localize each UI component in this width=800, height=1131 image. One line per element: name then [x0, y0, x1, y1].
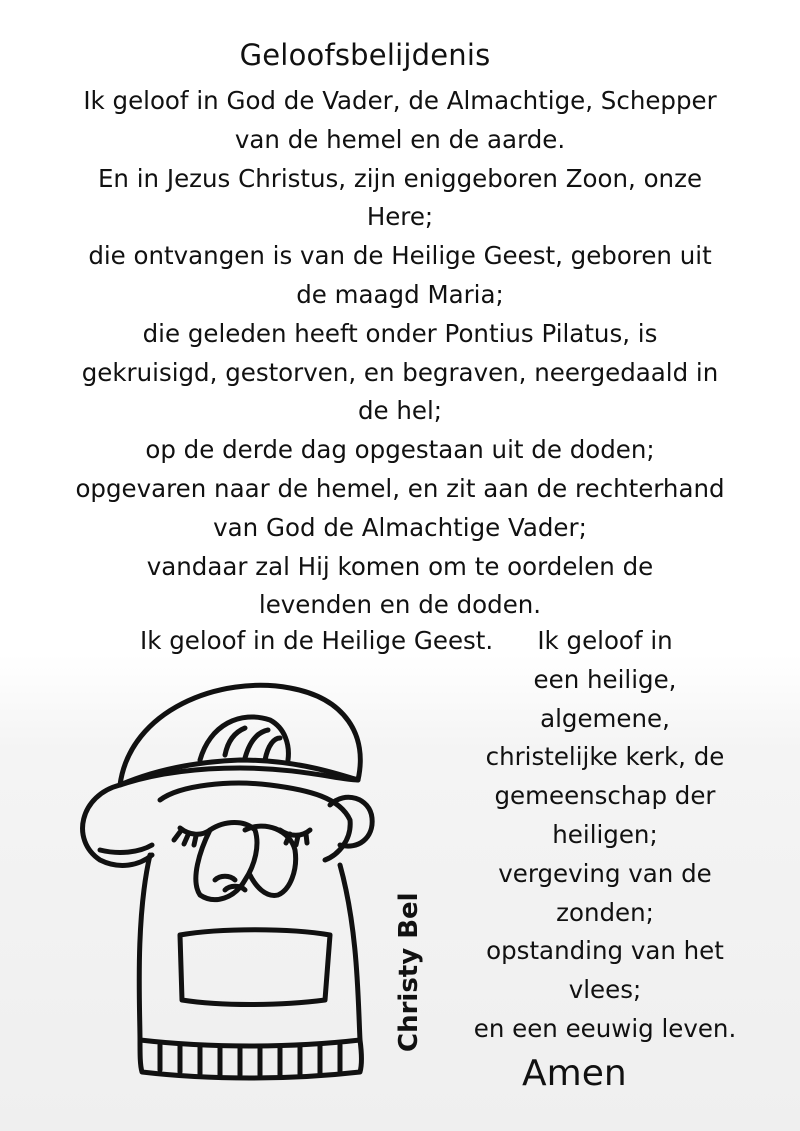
creed-line: Ik geloof in	[537, 626, 673, 655]
creed-line: christelijke kerk, de	[485, 742, 725, 772]
creed-line: vlees;	[568, 975, 642, 1005]
creed-line: Ik geloof in God de Vader, de Almachtige, Schepper	[83, 86, 717, 115]
creed-line: opstanding van het	[486, 936, 724, 966]
creed-line: die ontvangen is van de Heilige Geest, geboren uit	[88, 241, 712, 271]
creed-line: van God de Almachtige Vader;	[213, 512, 587, 542]
creed-line: algemene,	[540, 703, 670, 733]
creed-line: zonden;	[556, 897, 654, 927]
page-title: Geloofsbelijdenis	[239, 38, 491, 72]
creed-line: die geleden heeft onder Pontius Pilatus, is	[142, 318, 658, 348]
creed-line: Here;	[366, 202, 434, 232]
creed-line: van de hemel en de aarde.	[234, 124, 566, 154]
pocket	[180, 930, 330, 1005]
creed-line: de hel;	[357, 396, 443, 426]
creed-line: gemeenschap der	[494, 781, 716, 811]
amen-closing: Amen	[522, 1053, 627, 1094]
creed-line: levenden en de doden.	[258, 590, 542, 620]
creed-line: en een eeuwig leven.	[473, 1013, 737, 1043]
creed-line: vergeving van de	[498, 858, 712, 888]
creed-line: heiligen;	[552, 819, 658, 849]
creed-line: opgevaren naar de hemel, en zit aan de rechterhand	[75, 473, 725, 503]
artist-signature: Christy Bel	[394, 892, 424, 1052]
creed-line: En in Jezus Christus, zijn eniggeboren Zoon, onze	[97, 163, 703, 193]
creed-line: de maagd Maria;	[296, 279, 504, 309]
closed-eye-left	[180, 828, 210, 834]
creed-line: gekruisigd, gestorven, en begraven, neergedaald in	[81, 357, 719, 387]
praying-child-illustration	[40, 680, 460, 1100]
creed-line: op de derde dag opgestaan uit de doden;	[145, 435, 655, 465]
creed-right-column	[455, 622, 755, 1049]
creed-text	[40, 82, 760, 625]
holy-spirit-line: Ik geloof in de Heilige Geest.	[140, 626, 494, 655]
creed-line: een heilige,	[533, 664, 677, 694]
creed-line: vandaar zal Hij komen om te oordelen de	[146, 551, 654, 581]
